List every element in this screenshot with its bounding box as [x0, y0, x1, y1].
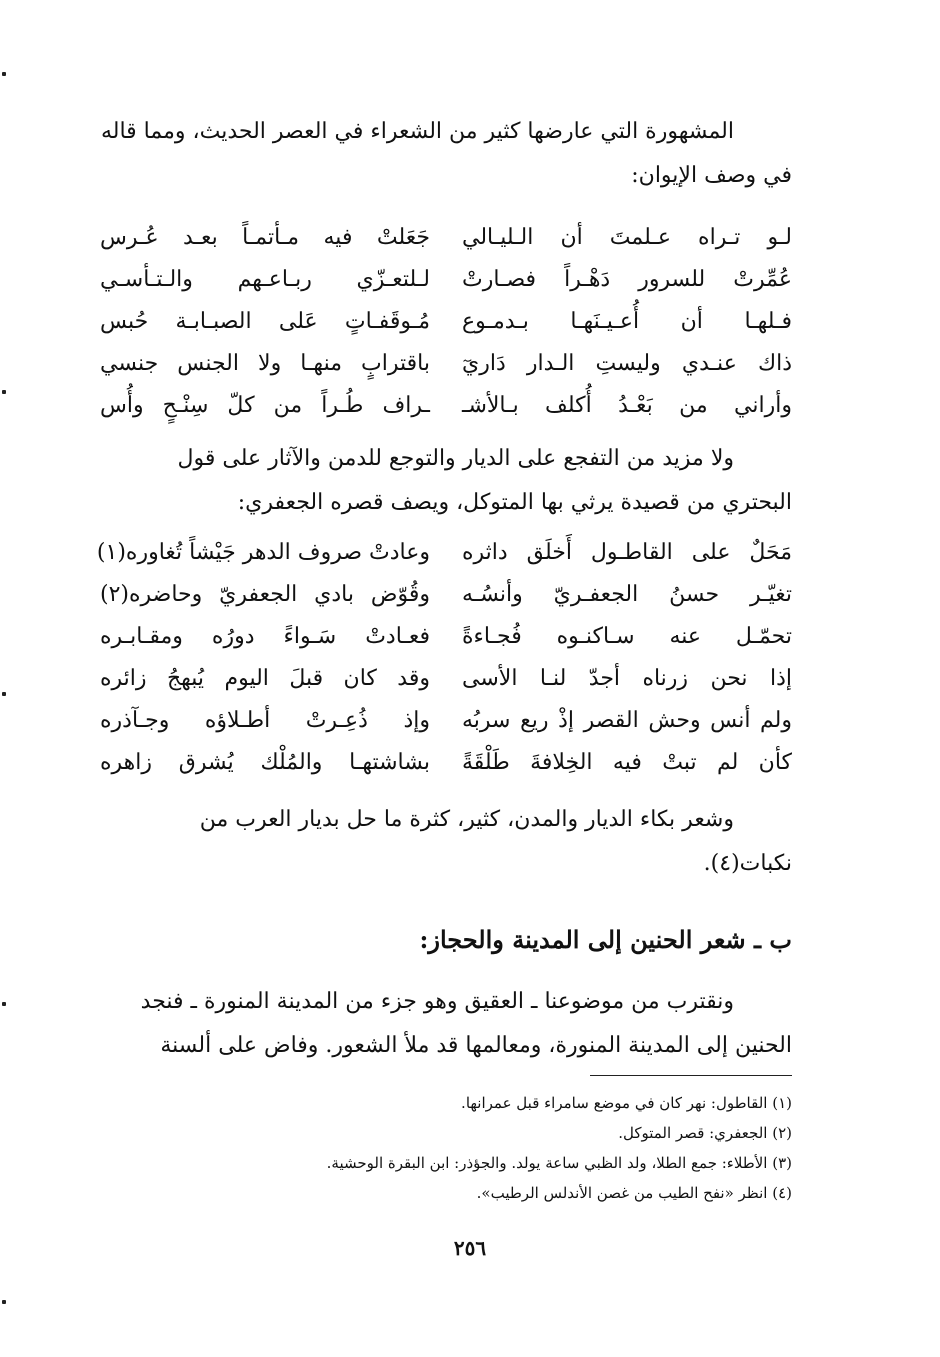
verse-first-hemistich: كأن لم تبتْ فيه الخِلافةَ طَلْقَةً [462, 750, 792, 775]
closing-line-2: نكبات(٤). [703, 851, 792, 876]
section-line-2: الحنين إلى المدينة المنورة، ومعالمها قد ملأ الشعور. وفاض على ألسنة [160, 1033, 792, 1058]
footnote-3: (٣) الأطلاء: جمع الطلا، ولد الظبي ساعة يولد. والجؤذر: ابن البقرة الوحشية. [326, 1154, 792, 1172]
verse-second-hemistich: فعـادتْ سَـواءً دورُه ومقـابـره [100, 624, 430, 649]
verse-first-hemistich: عُمِّرتْ للسرور دَهْـراً فصـارتْ [462, 267, 792, 292]
scan-speck [2, 72, 6, 76]
verse-first-hemistich: ولم أنس وحش القصر إذْ ريع سربُه [462, 708, 792, 733]
verse-second-hemistich: جَعَلتْ فيه مـأتمـاً بعـد عُـرس [100, 225, 430, 250]
verse-first-hemistich: لـو تـراه عـلمتَ أن الـليـالي [462, 225, 792, 250]
intro-line-2: في وصف الإيوان: [631, 163, 792, 188]
footnotes [160, 1088, 792, 1208]
verse [100, 301, 792, 343]
verse-first-hemistich: تغيّـر حسنُ الجعفـريّ وأنسُـه [462, 582, 792, 607]
intro-line-1: المشهورة التي عارضها كثير من الشعراء في العصر الحديث، ومما قاله [100, 119, 734, 144]
verse-first-hemistich: إذا نحن زرناه أجدّ لنـا الأسى [462, 666, 792, 691]
verse-second-hemistich: وقد كان قبلَ اليوم يُبهجُ زائره [100, 666, 430, 691]
scan-speck [2, 1300, 6, 1304]
verse [100, 217, 792, 259]
footnote-1: (١) القاطول: نهر كان في موضع سامراء قبل عمرانها. [461, 1094, 792, 1112]
verse-second-hemistich: وقُوّض بادي الجعفريّ وحاضره(٢) [100, 582, 430, 607]
verse [100, 700, 792, 742]
footnote-divider [590, 1075, 792, 1076]
bridge-line-2: البحتري من قصيدة يرثي بها المتوكل، ويصف قصره الجعفري: [237, 490, 792, 515]
section-heading: ب ـ شعر الحنين إلى المدينة والحجاز: [419, 925, 792, 954]
closing-line-1: وشعر بكاء الديار والمدن، كثير، كثرة ما حل بديار العرب من [199, 807, 734, 832]
verse [100, 259, 792, 301]
verse [100, 385, 792, 427]
page-number: ٢٥٦ [453, 1236, 487, 1260]
verse-second-hemistich: وإذ ذُعِـرتْ أطـلاؤه وجـآذره [100, 708, 430, 733]
footnote-4: (٤) انظر «نفح الطيب من غصن الأندلس الرطيب». [476, 1184, 792, 1202]
verse-second-hemistich: باقترابٍ منهـا ولا الجنس جنسي [100, 351, 430, 376]
scan-speck [2, 390, 6, 394]
verse-second-hemistich: مُـوقَفـاتٍ عَلى الصبـابـة حُبس [100, 309, 430, 334]
closing-paragraph [100, 798, 792, 886]
verse-second-hemistich: ـراف طُـراً من كلّ سِنْـحٍ وأُس [100, 393, 430, 418]
verse-first-hemistich: مَحَلٌ على القاطـول أَخلَق داثره [462, 540, 792, 565]
verse [100, 616, 792, 658]
verse [100, 574, 792, 616]
verse-second-hemistich: وعادتْ صروف الدهر جَيْشاً تُغاوره(١) [96, 540, 430, 565]
poem-buhturi [96, 532, 792, 784]
verse [100, 742, 792, 784]
scan-speck [2, 692, 6, 696]
verse-first-hemistich: ذاك عنـدي وليستِ الـدار دَاريٓ [462, 351, 792, 376]
verse [96, 532, 792, 574]
scan-speck [2, 1002, 6, 1006]
bridge-line-1: ولا مزيد من التفجع على الديار والتوجع للدمن والآثار على قول [177, 446, 734, 471]
verse-first-hemistich: وأراني من بَعْـدُ أُكلف بـالأشـ [462, 393, 792, 418]
poem-iwan [100, 217, 792, 427]
verse-first-hemistich: تحمّـل عنه سـاكنـوه فُجـاءةً [462, 624, 792, 649]
verse [100, 343, 792, 385]
intro-paragraph [100, 110, 792, 198]
verse [100, 658, 792, 700]
section-line-1: ونقترب من موضوعنا ـ العقيق وهو جزء من المدينة المنورة ـ فنجد [140, 989, 734, 1014]
footnote-2: (٢) الجعفري: قصر المتوكل. [618, 1124, 792, 1142]
bridge-paragraph [100, 437, 792, 525]
verse-first-hemistich: فـلهـا أن أُعـيـنَهـا بـدمـوع [462, 309, 792, 334]
verse-second-hemistich: بشاشتهـا والمُلْك يُشرق زاهره [100, 750, 430, 775]
section-paragraph [100, 980, 792, 1068]
verse-second-hemistich: لـلتعـزّي ربـاعـهم والـتـأسـي [100, 267, 430, 292]
